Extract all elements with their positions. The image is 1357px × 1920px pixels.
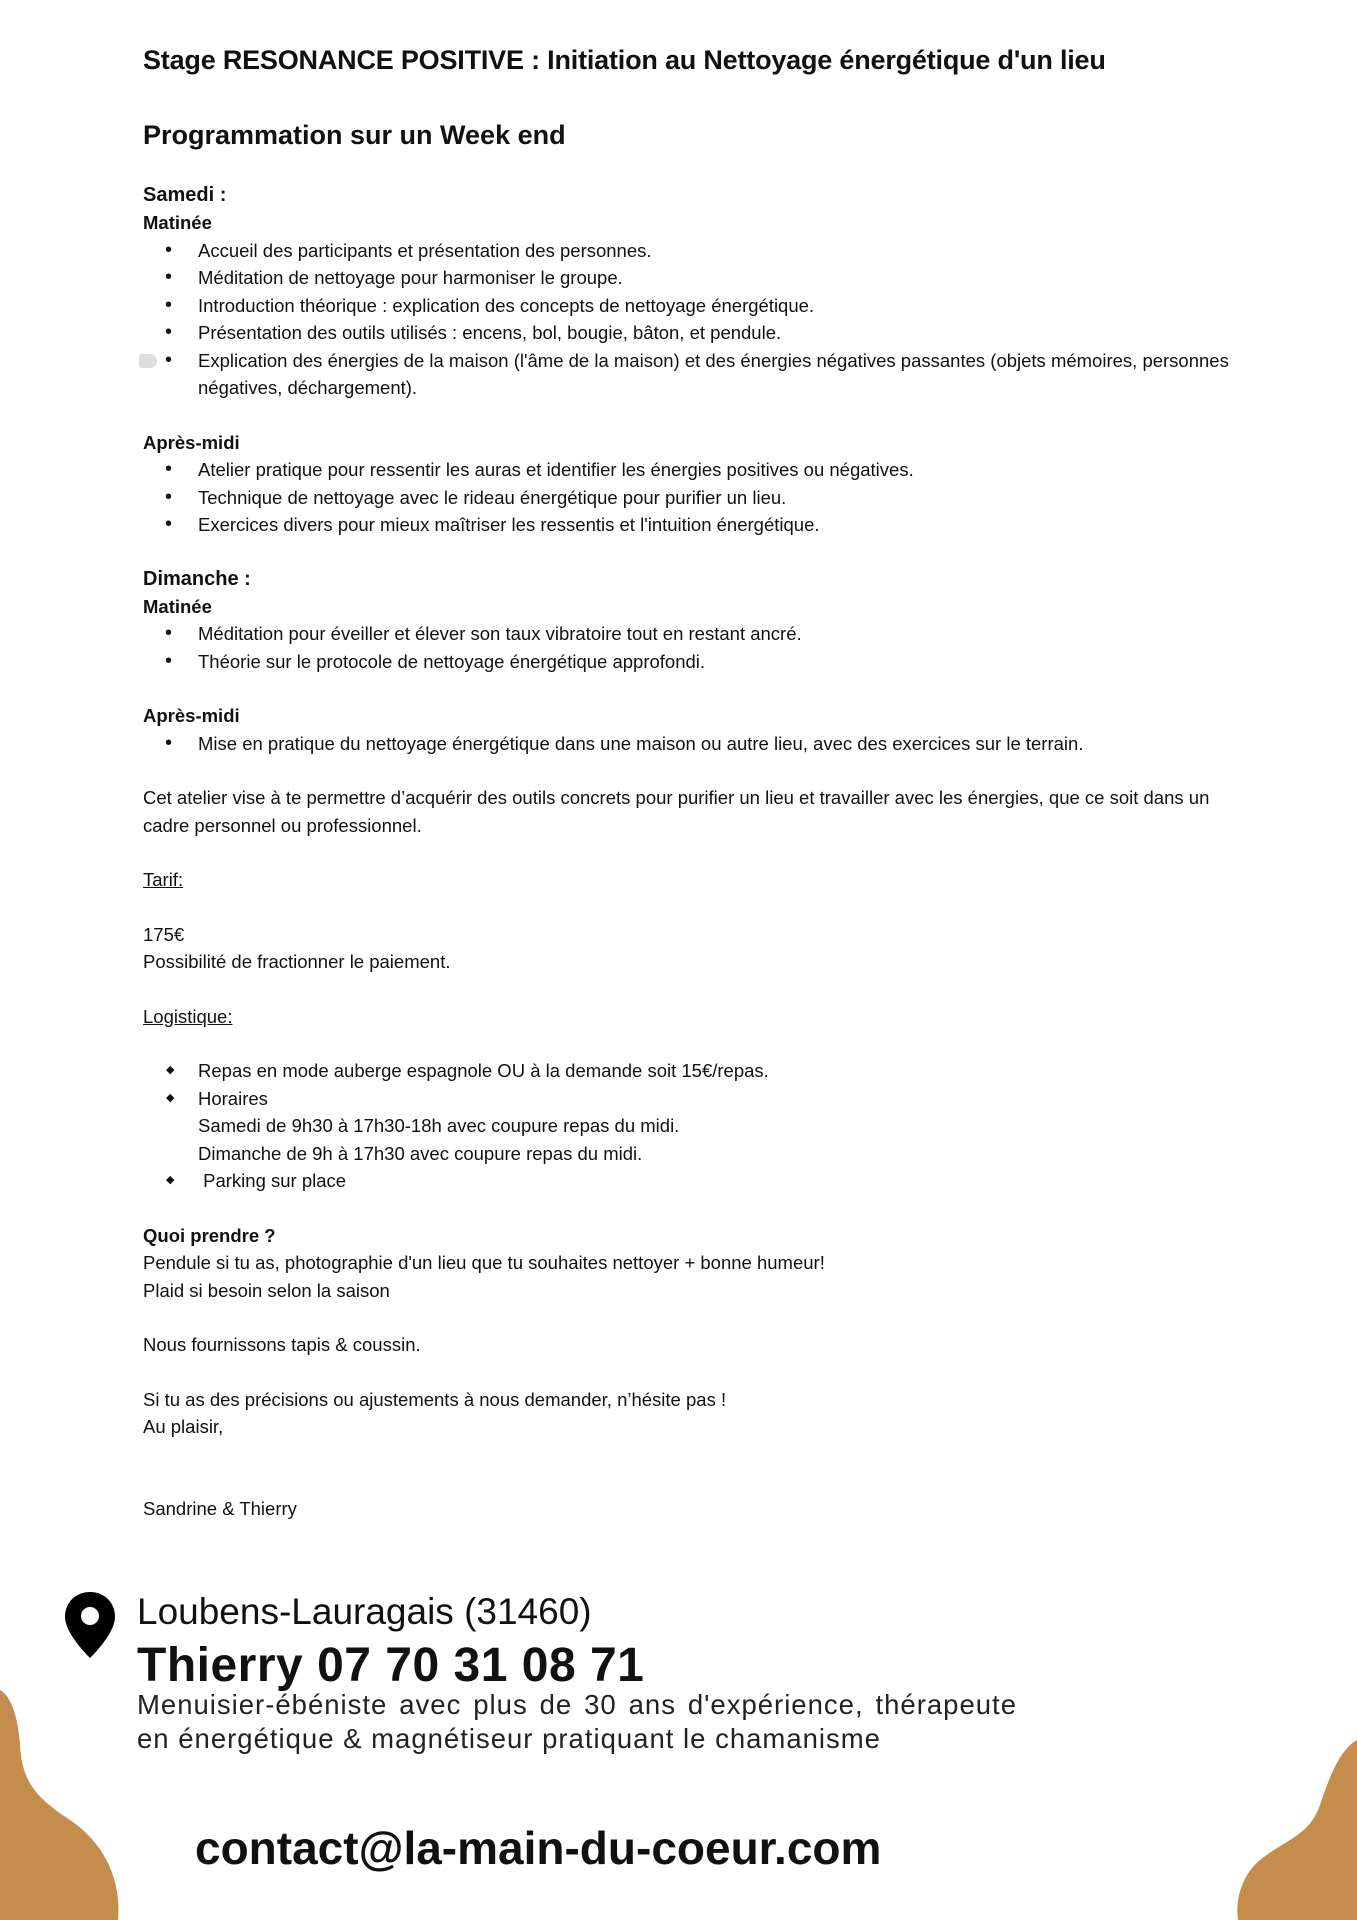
list-item: • Méditation pour éveiller et élever son taux vibratoire tout en restant ancré. xyxy=(143,620,1253,648)
saturday-heading: Samedi : xyxy=(143,184,227,206)
spacer xyxy=(143,757,1253,784)
list-item: • Introduction théorique : explication des concepts de nettoyage énergétique. xyxy=(143,292,1253,320)
tarif-price: 175€ xyxy=(143,923,185,945)
tarif-note: Possibilité de fractionner le paiement. xyxy=(143,951,451,972)
sunday-heading: Dimanche : xyxy=(143,567,251,590)
closing-line-2: Au plaisir, xyxy=(143,1416,224,1437)
spacer xyxy=(143,1441,1253,1468)
logistique-heading: Logistique: xyxy=(143,1005,233,1027)
spacer xyxy=(143,1359,1253,1386)
sunday-morning-list xyxy=(143,620,1253,675)
list-item: • Présentation des outils utilisés : encens, bol, bougie, bâton, et pendule. xyxy=(143,319,1253,347)
bring-heading: Quoi prendre ? xyxy=(143,1224,276,1246)
summary-paragraph: Cet atelier vise à te permettre d’acquérir des outils concrets pour purifier un lieu et travailler avec les énergies, que ce soit dans un cadre personnel ou professionnel. xyxy=(143,787,1210,836)
spacer xyxy=(143,894,1253,921)
sunday-afternoon-heading: Après-midi xyxy=(143,705,240,726)
contact-footer xyxy=(0,1580,1357,1920)
list-item: • Technique de nettoyage avec le rideau énergétique pour purifier un lieu. xyxy=(143,484,1253,512)
logistique-list xyxy=(143,1057,1253,1195)
document-title: Stage RESONANCE POSITIVE : Initiation au Nettoyage énergétique d'un lieu xyxy=(143,45,1106,75)
list-item: • Atelier pratique pour ressentir les auras et identifier les énergies positives ou négatives. xyxy=(143,456,1253,484)
saturday-morning-list xyxy=(143,237,1253,402)
email-link[interactable]: contact@la-main-du-coeur.com xyxy=(195,1822,882,1874)
saturday-afternoon-list xyxy=(143,456,1253,539)
comment-tag-icon xyxy=(139,354,157,368)
spacer xyxy=(143,1304,1253,1331)
hours-sunday: Dimanche de 9h à 17h30 avec coupure repas du midi. xyxy=(198,1142,643,1164)
hours-label: ◆ Horaires xyxy=(198,1087,268,1109)
list-item: • Mise en pratique du nettoyage énergétique dans une maison ou autre lieu, avec des exercices sur le terrain. xyxy=(143,730,1253,758)
list-item: • Accueil des participants et présentation des personnes. xyxy=(143,237,1253,265)
closing-line-1: Si tu as des précisions ou ajustements à nous demander, n’hésite pas ! xyxy=(143,1388,727,1410)
list-item xyxy=(143,347,1253,402)
bio-text: Menuisier-ébéniste avec plus de 30 ans d'expérience, thérapeute en énergétique & magnétiseur pratiquant le chamanisme xyxy=(137,1689,1017,1754)
spacer xyxy=(143,402,1253,429)
list-item-hours xyxy=(143,1085,1253,1168)
bring-line-1: Pendule si tu as, photographie d'un lieu que tu souhaites nettoyer + bonne humeur! xyxy=(143,1252,825,1273)
list-item: • Théorie sur le protocole de nettoyage énergétique approfondi. xyxy=(143,648,1253,676)
document-subtitle: Programmation sur un Week end xyxy=(143,120,566,150)
location-pin-icon xyxy=(62,1590,118,1660)
list-item-meals: ◆ Repas en mode auberge espagnole OU à la demande soit 15€/repas. xyxy=(143,1057,1253,1085)
list-item-text: Explication des énergies de la maison (l'âme de la maison) et des énergies négatives passantes (objets mémoires, personnes négatives, déchargement). xyxy=(198,349,1229,398)
list-item-parking: ◆ Parking sur place xyxy=(143,1167,1253,1195)
spacer xyxy=(143,839,1253,866)
provided-text: Nous fournissons tapis & coussin. xyxy=(143,1334,421,1355)
spacer xyxy=(143,1195,1253,1222)
saturday-morning-heading: Matinée xyxy=(143,212,212,233)
phone-number[interactable]: Thierry 07 70 31 08 71 xyxy=(137,1639,645,1692)
spacer xyxy=(143,539,1253,566)
hours-saturday: Samedi de 9h30 à 17h30-18h avec coupure repas du midi. xyxy=(198,1115,680,1136)
spacer xyxy=(143,976,1253,1003)
signature: Sandrine & Thierry xyxy=(143,1497,297,1519)
document-body xyxy=(143,40,1253,1522)
list-item: • Méditation de nettoyage pour harmoniser le groupe. xyxy=(143,264,1253,292)
saturday-afternoon-heading: Après-midi xyxy=(143,431,240,453)
location-text: Loubens-Lauragais (31460) xyxy=(137,1591,592,1632)
sunday-afternoon-list xyxy=(143,730,1253,758)
spacer xyxy=(143,1468,1253,1495)
tarif-heading: Tarif: xyxy=(143,869,184,890)
list-item: • Exercices divers pour mieux maîtriser les ressentis et l'intuition énergétique. xyxy=(143,511,1253,539)
sunday-morning-heading: Matinée xyxy=(143,595,212,617)
spacer xyxy=(143,675,1253,702)
spacer xyxy=(143,1030,1253,1057)
bring-line-2: Plaid si besoin selon la saison xyxy=(143,1279,390,1301)
